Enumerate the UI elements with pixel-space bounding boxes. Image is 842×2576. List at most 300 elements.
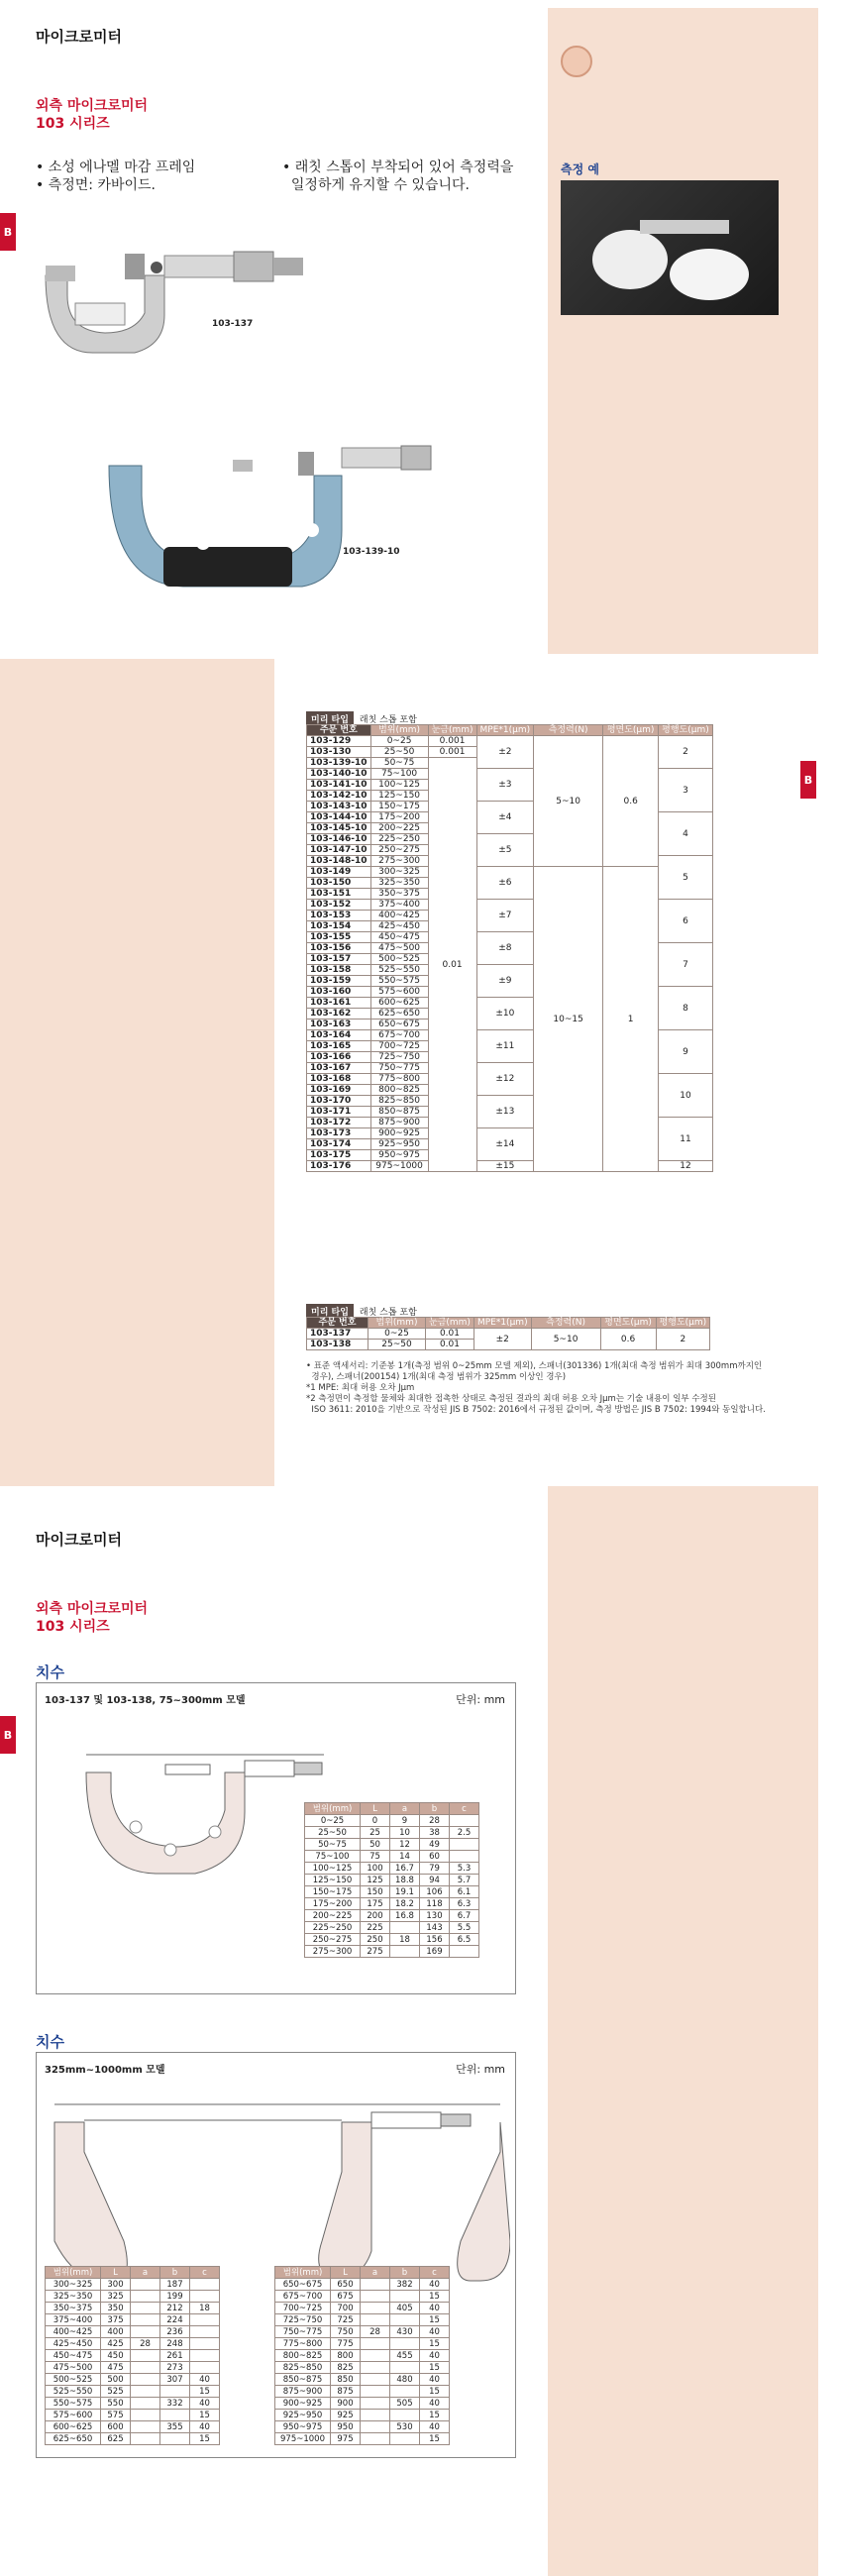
dim-cell: 375~400 <box>46 2314 101 2326</box>
order-number: 103-162 <box>307 1009 371 1020</box>
dim-cell: 125 <box>361 1875 390 1886</box>
order-number: 103-176 <box>307 1161 371 1172</box>
graduation: 0.001 <box>428 736 476 747</box>
dim-cell: 10 <box>390 1827 420 1839</box>
table-header: c <box>420 2267 450 2279</box>
table-header: 평행도(μm) <box>659 725 713 736</box>
range: 350~375 <box>370 889 428 900</box>
order-number: 103-159 <box>307 976 371 987</box>
graduation: 0.001 <box>428 747 476 758</box>
dim-label-1: 치수 <box>36 1664 64 1681</box>
dim-cell <box>160 2386 190 2398</box>
notes <box>306 1361 791 1416</box>
table-row <box>46 2314 220 2326</box>
dim-cell: 405 <box>390 2303 420 2314</box>
dim-cell <box>361 2374 390 2386</box>
table-header: L <box>101 2267 131 2279</box>
table-header-row <box>307 1318 710 1329</box>
table-header: b <box>160 2267 190 2279</box>
dim-cell <box>131 2314 160 2326</box>
bullet-2: • 측정면: 카바이드. <box>36 177 156 193</box>
table-row <box>305 1863 479 1875</box>
range: 75~100 <box>370 769 428 780</box>
dim-cell <box>361 2279 390 2291</box>
example-photo <box>561 180 779 315</box>
dim-cell: 18.8 <box>390 1875 420 1886</box>
order-number: 103-155 <box>307 932 371 943</box>
dim-cell: 16.7 <box>390 1863 420 1875</box>
dim-cell: 600~625 <box>46 2421 101 2433</box>
table-row <box>46 2421 220 2433</box>
dim-box-2 <box>36 2052 516 2458</box>
page3-title: 외측 마이크로미터 <box>36 1601 149 1617</box>
dim-table-2-right <box>274 2266 450 2445</box>
table-row <box>46 2410 220 2421</box>
dim-cell <box>390 2386 420 2398</box>
table-header: 눈금(mm) <box>428 725 476 736</box>
dim-cell <box>450 1839 479 1851</box>
parallelism: 9 <box>659 1030 713 1074</box>
dim-cell: 225 <box>361 1922 390 1934</box>
order-number: 103-164 <box>307 1030 371 1041</box>
range: 475~500 <box>370 943 428 954</box>
dim-cell <box>390 2410 420 2421</box>
dim-cell: 15 <box>420 2291 450 2303</box>
dim-cell: 925 <box>331 2410 361 2421</box>
dim-cell: 250~275 <box>305 1934 361 1946</box>
range: 825~850 <box>370 1096 428 1107</box>
dim-cell: 118 <box>420 1898 450 1910</box>
dim-cell: 130 <box>420 1910 450 1922</box>
range: 450~475 <box>370 932 428 943</box>
table-header-row <box>305 1803 479 1815</box>
dim-cell: 325~350 <box>46 2291 101 2303</box>
dim-cell: 15 <box>420 2362 450 2374</box>
dim-cell: 350 <box>101 2303 131 2314</box>
table-row <box>305 1910 479 1922</box>
dim-cell: 199 <box>160 2291 190 2303</box>
dim-cell: 5.7 <box>450 1875 479 1886</box>
dim-cell: 6.7 <box>450 1910 479 1922</box>
dim-cell: 2.5 <box>450 1827 479 1839</box>
dim-box-1-title: 103-137 및 103-138, 75~300mm 모델 <box>45 1695 246 1706</box>
order-number: 103-145-10 <box>307 823 371 834</box>
range: 425~450 <box>370 921 428 932</box>
mpe: ±3 <box>476 769 534 802</box>
dim-cell: 224 <box>160 2314 190 2326</box>
dim-cell: 450 <box>101 2350 131 2362</box>
range: 600~625 <box>370 998 428 1009</box>
mpe: ±9 <box>476 965 534 998</box>
mpe: ±8 <box>476 932 534 965</box>
dim-cell: 430 <box>390 2326 420 2338</box>
dim-cell <box>450 1815 479 1827</box>
range: 0~25 <box>370 736 428 747</box>
range: 250~275 <box>370 845 428 856</box>
range: 50~75 <box>370 758 428 769</box>
dim-cell: 550~575 <box>46 2398 101 2410</box>
table-header: 범위(mm) <box>275 2267 331 2279</box>
mpe: ±13 <box>476 1096 534 1128</box>
dim-cell: 500 <box>101 2374 131 2386</box>
range: 400~425 <box>370 911 428 921</box>
table-row <box>275 2374 450 2386</box>
note-line: *1 MPE: 최대 허용 오차 Jμm <box>306 1383 415 1393</box>
table-row <box>46 2303 220 2314</box>
range: 550~575 <box>370 976 428 987</box>
table-header: 범위(mm) <box>46 2267 101 2279</box>
range: 150~175 <box>370 802 428 812</box>
dim-cell: 5.3 <box>450 1863 479 1875</box>
dim-cell <box>390 2433 420 2445</box>
dim-cell: 300 <box>101 2279 131 2291</box>
graduation: 0.01 <box>426 1340 474 1350</box>
dim-cell <box>190 2326 220 2338</box>
table-row <box>275 2291 450 2303</box>
dim-cell <box>160 2433 190 2445</box>
dim-cell: 187 <box>160 2279 190 2291</box>
dim-cell: 28 <box>361 2326 390 2338</box>
dim-cell: 625 <box>101 2433 131 2445</box>
dim-cell: 19.1 <box>390 1886 420 1898</box>
order-number: 103-168 <box>307 1074 371 1085</box>
order-number: 103-153 <box>307 911 371 921</box>
dim-cell <box>361 2291 390 2303</box>
dim-cell: 775~800 <box>275 2338 331 2350</box>
table-header: 범위(mm) <box>370 725 428 736</box>
table-row <box>275 2279 450 2291</box>
dim-cell <box>361 2433 390 2445</box>
note-line: ISO 3611: 2010을 기반으로 작성된 JIS B 7502: 2016에서 규정된 값이며, 측정 방법은 JIS B 7502: 1994와 동일합니다. <box>306 1405 766 1415</box>
dim-cell: 25 <box>361 1827 390 1839</box>
dim-cell <box>131 2303 160 2314</box>
dim-cell: 18 <box>190 2303 220 2314</box>
force: 5~10 <box>534 736 603 867</box>
mpe: ±14 <box>476 1128 534 1161</box>
table-header: 평면도(μm) <box>600 1318 656 1329</box>
table-row <box>46 2433 220 2445</box>
dim-cell: 14 <box>390 1851 420 1863</box>
table-header: 범위(mm) <box>368 1318 426 1329</box>
order-number: 103-174 <box>307 1139 371 1150</box>
dim-cell: 100 <box>361 1863 390 1875</box>
dim-cell: 700 <box>331 2303 361 2314</box>
table-row <box>305 1946 479 1958</box>
parallelism: 11 <box>659 1118 713 1161</box>
micrometer-dimension-drawing <box>76 1743 334 1881</box>
table-header: MPE*1(μm) <box>474 1318 531 1329</box>
dim-cell: 750~775 <box>275 2326 331 2338</box>
range: 100~125 <box>370 780 428 791</box>
dim-cell: 79 <box>420 1863 450 1875</box>
range: 975~1000 <box>370 1161 428 1172</box>
dim-cell: 455 <box>390 2350 420 2362</box>
table-row <box>275 2410 450 2421</box>
order-number: 103-144-10 <box>307 812 371 823</box>
table-header-row <box>46 2267 220 2279</box>
page3-right-panel <box>548 1486 818 2576</box>
dim-cell: 75 <box>361 1851 390 1863</box>
dim-cell: 975~1000 <box>275 2433 331 2445</box>
page1 <box>0 0 818 654</box>
order-number: 103-148-10 <box>307 856 371 867</box>
dim-cell: 850 <box>331 2374 361 2386</box>
dim-cell <box>131 2374 160 2386</box>
dim-cell: 475 <box>101 2362 131 2374</box>
table-header: 주문 번호 <box>307 1318 368 1329</box>
table-header: 측정력(N) <box>534 725 603 736</box>
mpe: ±2 <box>476 736 534 769</box>
range: 800~825 <box>370 1085 428 1096</box>
dim-cell: 49 <box>420 1839 450 1851</box>
dim-cell: 50 <box>361 1839 390 1851</box>
dim-cell <box>131 2326 160 2338</box>
range: 200~225 <box>370 823 428 834</box>
dim-cell: 94 <box>420 1875 450 1886</box>
dim-cell: 850~875 <box>275 2374 331 2386</box>
dim-cell <box>390 2362 420 2374</box>
dim-cell: 15 <box>420 2433 450 2445</box>
dim-cell <box>190 2314 220 2326</box>
bullet-1: • 소성 에나멜 마감 프레임 <box>36 160 196 175</box>
dim-cell: 530 <box>390 2421 420 2433</box>
graduation: 0.01 <box>426 1329 474 1340</box>
range: 575~600 <box>370 987 428 998</box>
dim-cell: 475~500 <box>46 2362 101 2374</box>
table-row <box>305 1827 479 1839</box>
dim-cell <box>190 2338 220 2350</box>
dim-cell: 236 <box>160 2326 190 2338</box>
dim-cell: 350~375 <box>46 2303 101 2314</box>
dim-cell: 5.5 <box>450 1922 479 1934</box>
dim-cell: 800 <box>331 2350 361 2362</box>
dim-cell: 175 <box>361 1898 390 1910</box>
dim-table-2-left <box>45 2266 220 2445</box>
dim-cell: 575~600 <box>46 2410 101 2421</box>
order-number: 103-140-10 <box>307 769 371 780</box>
parallelism: 3 <box>659 769 713 812</box>
dim-cell: 16.8 <box>390 1910 420 1922</box>
table-header: 눈금(mm) <box>426 1318 474 1329</box>
dim-cell: 0 <box>361 1815 390 1827</box>
order-number: 103-173 <box>307 1128 371 1139</box>
dim-cell <box>131 2421 160 2433</box>
dim-cell <box>450 1851 479 1863</box>
table-header: 범위(mm) <box>305 1803 361 1815</box>
table-header: L <box>331 2267 361 2279</box>
order-number: 103-160 <box>307 987 371 998</box>
order-number: 103-150 <box>307 878 371 889</box>
table-row <box>46 2362 220 2374</box>
order-number: 103-146-10 <box>307 834 371 845</box>
dim-cell <box>131 2350 160 2362</box>
dim-cell <box>390 2291 420 2303</box>
dim-cell: 212 <box>160 2303 190 2314</box>
range: 775~800 <box>370 1074 428 1085</box>
dim-cell: 925~950 <box>275 2410 331 2421</box>
range: 625~650 <box>370 1009 428 1020</box>
dim-cell: 875 <box>331 2386 361 2398</box>
order-number: 103-149 <box>307 867 371 878</box>
range: 0~25 <box>368 1329 426 1340</box>
micrometer-103-139-10-image <box>104 436 441 604</box>
dim-cell: 550 <box>101 2398 131 2410</box>
dim-cell: 250 <box>361 1934 390 1946</box>
dim-cell: 40 <box>420 2279 450 2291</box>
product-series: 103 시리즈 <box>36 116 110 132</box>
dim-cell <box>131 2291 160 2303</box>
range: 950~975 <box>370 1150 428 1161</box>
order-number: 103-130 <box>307 747 371 758</box>
dim-cell: 375 <box>101 2314 131 2326</box>
dim-cell <box>361 2350 390 2362</box>
range: 500~525 <box>370 954 428 965</box>
dim-cell: 200 <box>361 1910 390 1922</box>
table-row <box>46 2338 220 2350</box>
order-number: 103-175 <box>307 1150 371 1161</box>
dim-cell: 625~650 <box>46 2433 101 2445</box>
dim-cell: 9 <box>390 1815 420 1827</box>
table-header: a <box>390 1803 420 1815</box>
dim-box-2-title: 325mm~1000mm 모델 <box>45 2065 165 2076</box>
table-row <box>305 1886 479 1898</box>
dim-cell: 275~300 <box>305 1946 361 1958</box>
table-row <box>305 1934 479 1946</box>
section-tab-3: B <box>0 1716 16 1754</box>
dim-cell: 28 <box>131 2338 160 2350</box>
mpe: ±15 <box>476 1161 534 1172</box>
dim-cell: 900~925 <box>275 2398 331 2410</box>
table-header: b <box>390 2267 420 2279</box>
dim-box-1 <box>36 1682 516 1994</box>
dim-table-1-wrap <box>304 1802 479 1958</box>
dim-cell <box>361 2421 390 2433</box>
bullet-3: • 래칫 스톱이 부착되어 있어 측정력을 <box>282 160 514 175</box>
dim-cell: 18 <box>390 1934 420 1946</box>
dim-cell: 650~675 <box>275 2279 331 2291</box>
dim-cell: 15 <box>190 2410 220 2421</box>
dim-cell: 525 <box>101 2386 131 2398</box>
mpe: ±2 <box>474 1329 531 1350</box>
dim-cell: 225~250 <box>305 1922 361 1934</box>
table-row <box>46 2374 220 2386</box>
table-row <box>275 2326 450 2338</box>
range: 875~900 <box>370 1118 428 1128</box>
range: 650~675 <box>370 1020 428 1030</box>
unit-label-2: 단위: mm <box>456 2063 505 2076</box>
dim-cell: 200~225 <box>305 1910 361 1922</box>
spec-table-small <box>306 1317 710 1350</box>
dim-cell: 600 <box>101 2421 131 2433</box>
table-row <box>275 2421 450 2433</box>
dim-cell: 525~550 <box>46 2386 101 2398</box>
table-row <box>275 2338 450 2350</box>
dim-cell: 25~50 <box>305 1827 361 1839</box>
table-row <box>305 1922 479 1934</box>
logo-icon <box>561 46 592 77</box>
dim-cell: 40 <box>420 2350 450 2362</box>
order-number: 103-167 <box>307 1063 371 1074</box>
table-header: a <box>131 2267 160 2279</box>
order-number: 103-165 <box>307 1041 371 1052</box>
dim-label-2: 치수 <box>36 2033 64 2051</box>
page3-header: 마이크로미터 <box>36 1531 122 1549</box>
dim-cell: 950 <box>331 2421 361 2433</box>
dim-cell: 725~750 <box>275 2314 331 2326</box>
dim-cell: 156 <box>420 1934 450 1946</box>
dim-cell <box>131 2433 160 2445</box>
dim-cell <box>390 2338 420 2350</box>
range: 325~350 <box>370 878 428 889</box>
table-header: c <box>450 1803 479 1815</box>
dim-cell <box>450 1946 479 1958</box>
dim-cell: 300~325 <box>46 2279 101 2291</box>
order-number: 103-142-10 <box>307 791 371 802</box>
dim-cell: 6.3 <box>450 1898 479 1910</box>
table-header: b <box>420 1803 450 1815</box>
range: 900~925 <box>370 1128 428 1139</box>
dim-cell <box>390 2314 420 2326</box>
parallelism: 8 <box>659 987 713 1030</box>
dim-cell: 150~175 <box>305 1886 361 1898</box>
dim-cell: 6.1 <box>450 1886 479 1898</box>
dim-cell: 750 <box>331 2326 361 2338</box>
dim-cell <box>390 1946 420 1958</box>
note-line: • 표준 액세서리: 기준봉 1개(측정 범위 0~25mm 모델 제외), 스패너(301336) 1개(최대 측정 범위가 최대 300mm까지인 <box>306 1361 763 1371</box>
example-label: 측정 예 <box>561 162 599 176</box>
dim-cell: 40 <box>190 2398 220 2410</box>
range: 675~700 <box>370 1030 428 1041</box>
dim-cell <box>131 2279 160 2291</box>
spec-table-1 <box>306 724 713 1172</box>
dim-cell: 505 <box>390 2398 420 2410</box>
table-header: 평면도(μm) <box>603 725 659 736</box>
order-number: 103-152 <box>307 900 371 911</box>
dim-cell: 169 <box>420 1946 450 1958</box>
spec-table-2 <box>306 1317 710 1350</box>
table-row <box>46 2326 220 2338</box>
table2-tag: 미리 타입 <box>306 1304 354 1319</box>
unit-label: 단위: mm <box>456 1693 505 1706</box>
dim-cell <box>361 2398 390 2410</box>
dim-cell: 40 <box>420 2398 450 2410</box>
table-row <box>275 2314 450 2326</box>
dim-cell <box>160 2410 190 2421</box>
dim-cell <box>390 1922 420 1934</box>
range: 700~725 <box>370 1041 428 1052</box>
table-row <box>46 2350 220 2362</box>
note-line: *2 측정면이 측정할 물체와 최대한 접촉한 상태로 측정된 결과의 최대 허용 오차 Jμm는 기술 내용이 일부 수정된 <box>306 1394 716 1404</box>
parallelism: 2 <box>656 1329 710 1350</box>
order-number: 103-139-10 <box>307 758 371 769</box>
table-row <box>275 2350 450 2362</box>
dim-cell: 775 <box>331 2338 361 2350</box>
image-label-1: 103-137 <box>212 319 254 329</box>
table-header: 주문 번호 <box>307 725 371 736</box>
dim-cell: 15 <box>190 2386 220 2398</box>
table1-tag: 미리 타입 <box>306 711 354 726</box>
range: 525~550 <box>370 965 428 976</box>
range: 175~200 <box>370 812 428 823</box>
table-header-row <box>307 725 713 736</box>
dim-cell: 575 <box>101 2410 131 2421</box>
order-number: 103-154 <box>307 921 371 932</box>
dim-cell: 40 <box>420 2303 450 2314</box>
order-number: 103-169 <box>307 1085 371 1096</box>
table-row <box>275 2386 450 2398</box>
table1-tag-sub: 래칫 스톱 포함 <box>359 715 417 725</box>
dim-cell: 6.5 <box>450 1934 479 1946</box>
